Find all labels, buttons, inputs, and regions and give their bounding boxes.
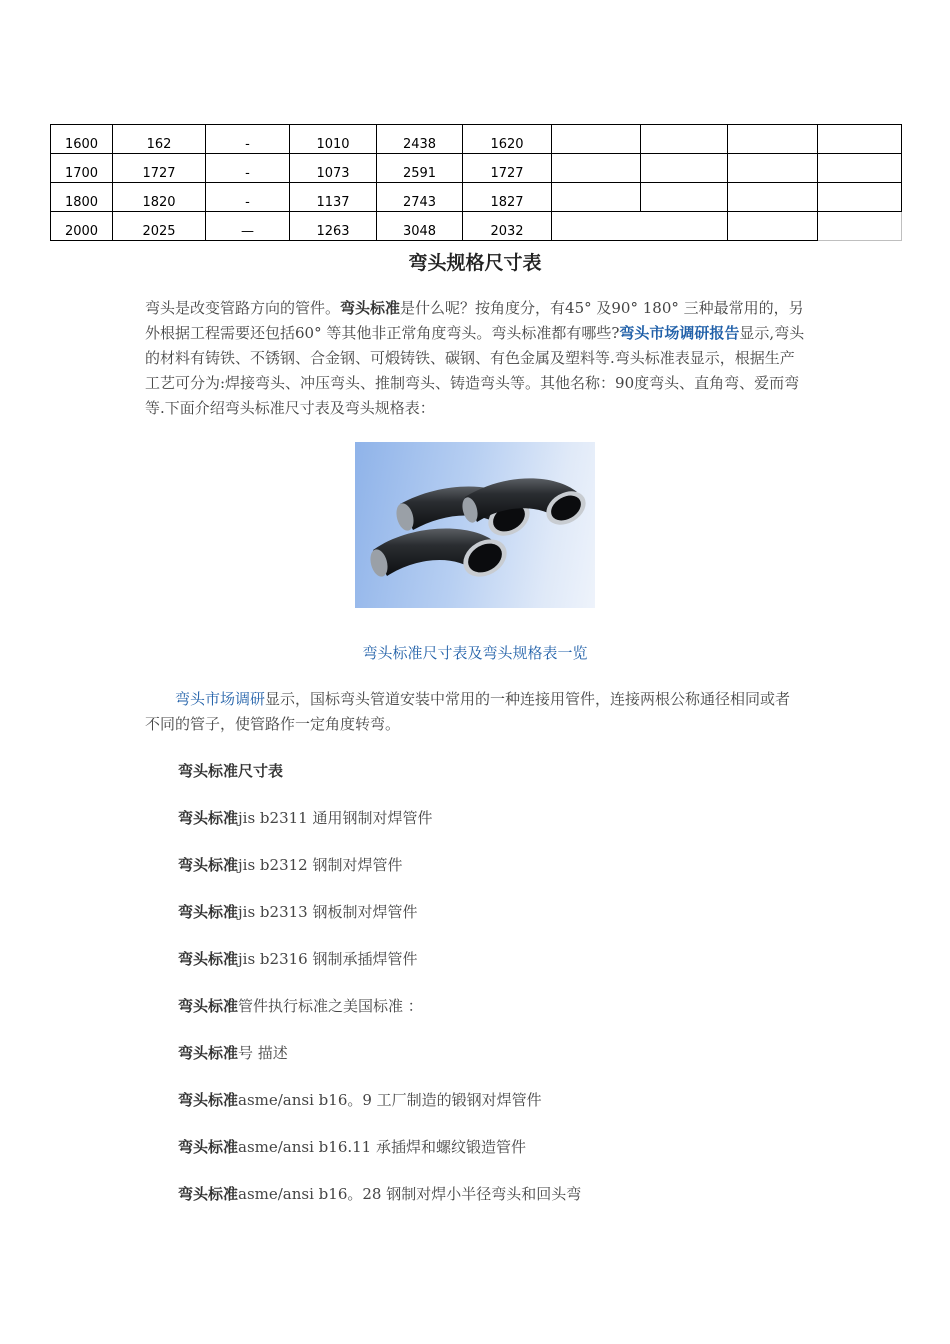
body-text: 显示，国标弯头管道安装中常用的一种连接用管件，连接两根公称通径相同或者不同的管子，使管路作一定角度转弯。: [145, 690, 791, 733]
table-cell: [818, 183, 902, 212]
dimension-table: [50, 124, 902, 241]
standard-text: jis b2312 钢制对焊管件: [238, 856, 403, 874]
list-item: [178, 901, 818, 948]
table-cell: 1600: [51, 125, 113, 154]
standard-label: 弯头标准: [178, 1185, 239, 1203]
table-cell: 2025: [113, 212, 206, 241]
intro-text: 弯头是改变管路方向的管件。: [145, 299, 341, 317]
table-cell: [818, 125, 902, 154]
intro-text: 是什么呢？按角度分，有45° 及90° 180° 三种最常用的，另外根据工程需要还包括60° 等其他非正常角度弯头。弯头标准都有哪些?: [145, 299, 804, 342]
intro-paragraph: [145, 296, 805, 421]
table-row: [51, 125, 902, 154]
table-cell-selected: [818, 212, 902, 241]
table-cell: 2591: [377, 154, 463, 183]
standards-list: [178, 760, 818, 1230]
table-cell: 1010: [290, 125, 377, 154]
standard-text: 管件执行标准之美国标准 ：: [238, 997, 423, 1015]
intro-text: 显示,弯头的材料有铸铁、不锈钢、合金钢、可煅铸铁、碳钢、有色金属及塑料等.弯头标准表显示，根据生产工艺可分为:焊接弯头、冲压弯头、推制弯头、铸造弯头等。其他名称：90度弯头、直角弯、爱而弯等.下面介绍弯头标准尺寸表及弯头规格表：: [145, 324, 805, 417]
table-cell: 1800: [51, 183, 113, 212]
standard-label: 弯头标准: [178, 997, 239, 1015]
table-cell: 162: [113, 125, 206, 154]
standard-text: asme/ansi b16.11 承插焊和螺纹锻造管件: [238, 1138, 526, 1156]
list-item: [178, 807, 818, 854]
table-cell: 3048: [377, 212, 463, 241]
table-cell: —: [206, 212, 290, 241]
standard-text: asme/ansi b16。28 钢制对焊小半径弯头和回头弯: [238, 1185, 582, 1203]
list-item: [178, 1183, 818, 1230]
standard-text: asme/ansi b16。9 工厂制造的锻钢对焊管件: [238, 1091, 542, 1109]
table-cell: 1820: [113, 183, 206, 212]
table-cell: -: [206, 125, 290, 154]
table-row: [51, 212, 902, 241]
table-cell: [552, 154, 641, 183]
standard-label: 弯头标准: [178, 1138, 239, 1156]
table-cell: 2438: [377, 125, 463, 154]
list-item: [178, 760, 818, 807]
table-row: [51, 154, 902, 183]
standard-text: 号 描述: [238, 1044, 288, 1062]
elbow-fittings-photo: [355, 442, 595, 608]
list-item: [178, 995, 818, 1042]
table-cell: [728, 212, 818, 241]
table-cell: [641, 154, 728, 183]
list-item: [178, 854, 818, 901]
list-item: [178, 1089, 818, 1136]
standard-label: 弯头标准: [178, 856, 239, 874]
table-cell: -: [206, 154, 290, 183]
table-cell: 1727: [113, 154, 206, 183]
table-cell: 1727: [463, 154, 552, 183]
image-caption: 弯头标准尺寸表及弯头规格表一览: [362, 644, 588, 662]
standard-text: jis b2313 钢板制对焊管件: [238, 903, 418, 921]
table-cell: [552, 125, 641, 154]
standard-label: 弯头标准尺寸表: [178, 762, 284, 780]
table-cell: -: [206, 183, 290, 212]
standard-label: 弯头标准: [178, 809, 239, 827]
body-paragraph: [145, 687, 805, 737]
standard-label: 弯头标准: [178, 903, 239, 921]
intro-keyword: 弯头标准: [340, 299, 401, 317]
table-cell: 1620: [463, 125, 552, 154]
elbow-fittings-illustration: [355, 442, 595, 608]
table-cell: 1137: [290, 183, 377, 212]
standard-text: jis b2316 钢制承插焊管件: [238, 950, 418, 968]
standard-text: jis b2311 通用钢制对焊管件: [238, 809, 433, 827]
table-cell: 2032: [463, 212, 552, 241]
table-cell: [728, 125, 818, 154]
table-cell: 1263: [290, 212, 377, 241]
standard-label: 弯头标准: [178, 1091, 239, 1109]
table-cell: [641, 125, 728, 154]
table-cell: 2743: [377, 183, 463, 212]
list-item: [178, 1042, 818, 1089]
standard-label: 弯头标准: [178, 950, 239, 968]
table-cell: [728, 183, 818, 212]
table-cell: [552, 183, 641, 212]
page-title: 弯头规格尺寸表: [408, 252, 542, 274]
table-row: [51, 183, 902, 212]
table-cell: 1700: [51, 154, 113, 183]
table-cell: 1827: [463, 183, 552, 212]
market-research-link[interactable]: 弯头市场调研: [175, 690, 266, 708]
table-cell: 1073: [290, 154, 377, 183]
table-cell: [641, 183, 728, 212]
report-link[interactable]: 弯头市场调研报告: [619, 324, 740, 342]
table-cell: 2000: [51, 212, 113, 241]
list-item: [178, 948, 818, 995]
list-item: [178, 1136, 818, 1183]
table-cell: [818, 154, 902, 183]
table-cell: [728, 154, 818, 183]
standard-label: 弯头标准: [178, 1044, 239, 1062]
table-cell-merged: [552, 212, 728, 241]
